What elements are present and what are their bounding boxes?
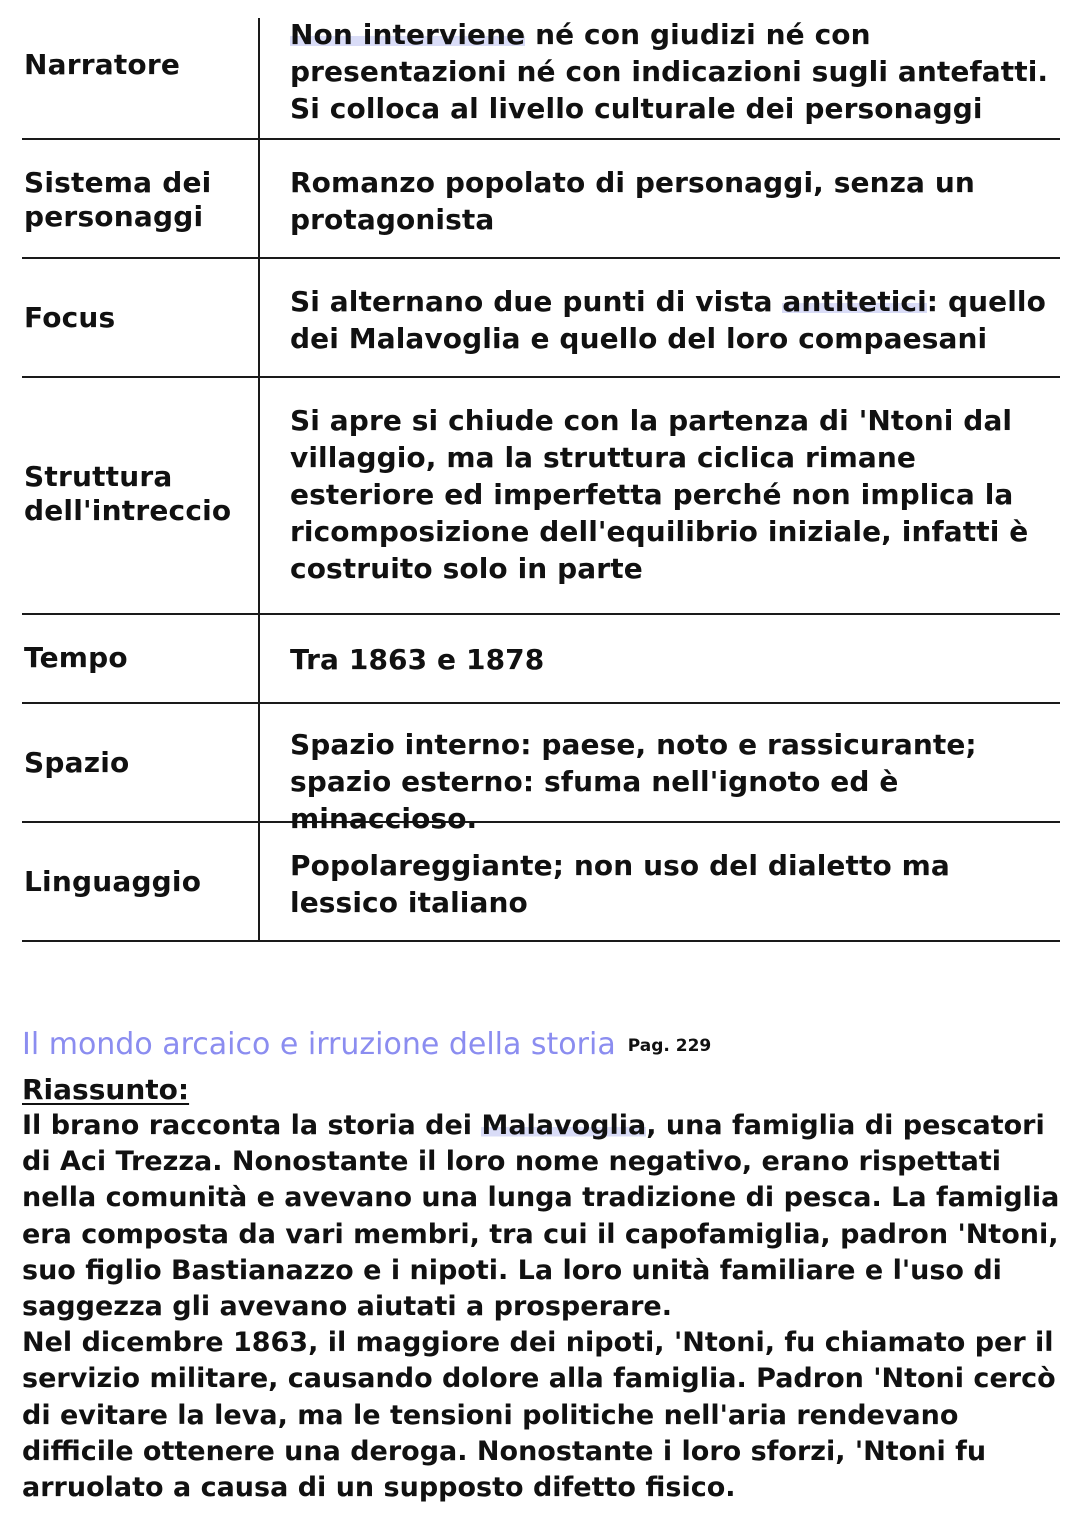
table-row-linguaggio (22, 823, 1060, 942)
section-title: Il mondo arcaico e irruzione della storia Pag. 229 (22, 1027, 712, 1062)
summary-paragraph: Nel dicembre 1863, il maggiore dei nipoti, 'Ntoni, fu chiamato per il servizio militare, causando dolore alla famiglia. Padron 'Ntoni cercò di evitare la leva, ma le tensioni politiche nell'aria rendevano difficile ottenere una deroga. Nonostante i loro sforzi, 'Ntoni fu arruolato a causa di un supposto difetto fisico. (22, 1327, 1056, 1504)
summary-label: Riassunto: (22, 1073, 190, 1106)
row-label: Spazio (24, 746, 130, 779)
row-label: Focus (24, 301, 116, 334)
page-reference: Pag. 229 (627, 1035, 712, 1056)
summary-text (22, 1108, 1062, 1506)
table-row-intreccio (22, 378, 1060, 615)
row-content: Popolareggiante; non uso del dialetto ma lessico italiano (290, 849, 950, 919)
highlight-mark: Non interviene (290, 18, 526, 51)
highlight-mark: Malavoglia (481, 1110, 647, 1141)
row-label: Struttura dell'intreccio (24, 460, 232, 527)
row-content: Romanzo popolato di personaggi, senza un protagonista (290, 166, 975, 236)
row-content: Si alternano due punti di vista antitetici: quello dei Malavoglia e quello del loro compaesani (290, 285, 1046, 355)
row-label: Narratore (24, 48, 181, 81)
row-content: Spazio interno: paese, noto e rassicurante; spazio esterno: sfuma nell'ignoto ed è minaccioso. (290, 728, 977, 835)
table-row-tempo (22, 615, 1060, 704)
row-label: Tempo (24, 641, 128, 674)
table-row-narratore (22, 0, 1060, 140)
highlight-mark: antitetici (782, 285, 927, 318)
table-row-personaggi (22, 140, 1060, 259)
summary-paragraph: Il brano racconta la storia dei Malavoglia, una famiglia di pescatori di Aci Trezza. Nonostante il loro nome negativo, erano rispettati nella comunità e avevano una lunga tradizione di pesca. La famiglia era composta da vari membri, tra cui il capofamiglia, padron 'Ntoni, suo figlio Bastianazzo e i nipoti. La loro unità familiare e l'uso di saggezza gli avevano aiutati a prosperare. (22, 1110, 1060, 1323)
row-content: Non interviene né con giudizi né con presentazioni né con indicazioni sugli antefatti. Si colloca al livello culturale dei personaggi (290, 18, 1049, 125)
table-row-focus (22, 259, 1060, 378)
row-content: Si apre si chiude con la partenza di 'Ntoni dal villaggio, ma la struttura ciclica rimane esteriore ed imperfetta perché non implica la ricomposizione dell'equilibrio iniziale, infatti è costruito solo in parte (290, 404, 1029, 585)
row-label: Linguaggio (24, 865, 202, 898)
row-content: Tra 1863 e 1878 (290, 643, 545, 676)
table-row-spazio (22, 704, 1060, 835)
row-label: Sistema dei personaggi (24, 166, 212, 233)
